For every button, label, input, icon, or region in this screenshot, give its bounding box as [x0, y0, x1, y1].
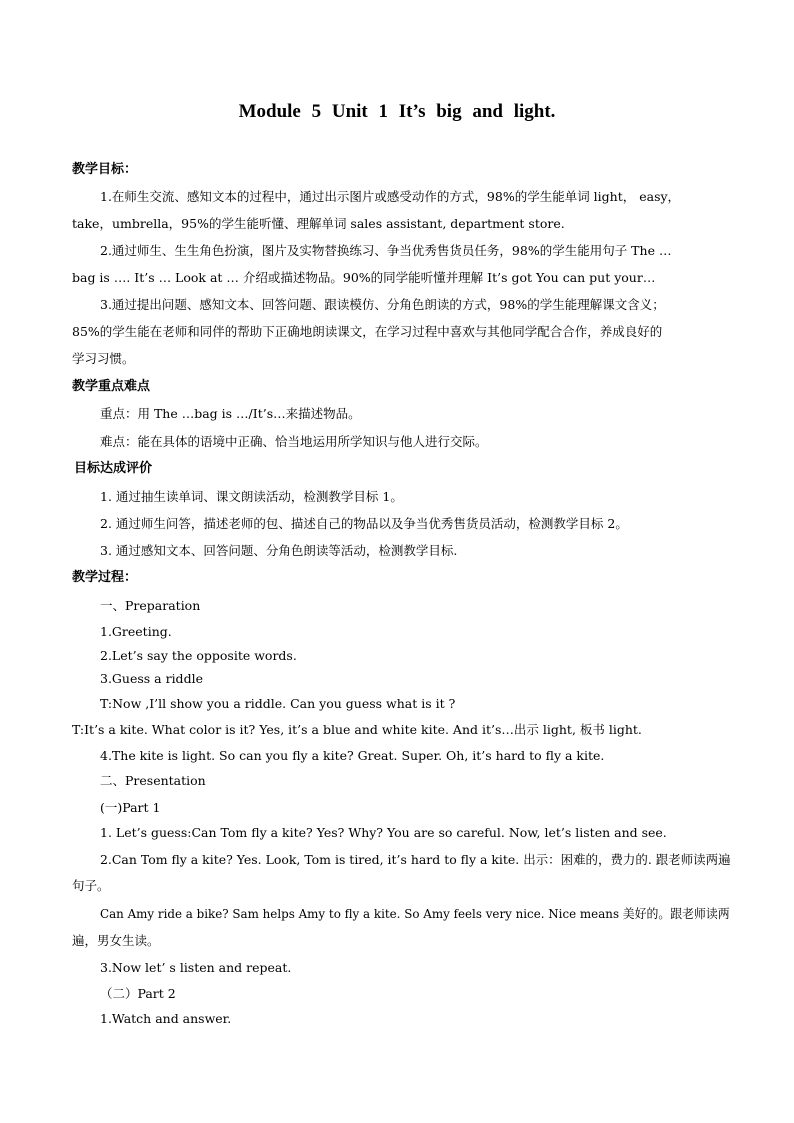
paragraph-line: 3.通过提出问题、感知文本、回答问题、跟读模仿、分角色朗读的方式，98%的学生能理解课文含义； — [100, 297, 665, 312]
section-heading-process: 教学过程： — [72, 570, 138, 585]
page-title: Module 5 Unit 1 It’s big and light. — [238, 101, 556, 122]
section-heading-objectives: 教学目标： — [72, 162, 138, 177]
paragraph-line: 1.在师生交流、感知文本的过程中，通过出示图片或感受动作的方式，98%的学生能单词 light， easy， — [100, 189, 681, 204]
paragraph-line: T:Now ,I’ll show you a riddle. Can you guess what is it ? — [100, 696, 456, 711]
paragraph-line: 句子。 — [72, 878, 110, 893]
paragraph-line: 3.Now let’ s listen and repeat. — [100, 960, 292, 975]
paragraph-line: bag is …. It’s … Look at … 介绍或描述物品。90%的同学能听懂并理解 It’s got You can put your… — [72, 270, 656, 285]
paragraph-line: 1.Greeting. — [100, 624, 172, 639]
paragraph-line: 2.通过师生、生生角色扮演，图片及实物替换练习、争当优秀售货员任务，98%的学生能用句子 The … — [100, 243, 672, 258]
paragraph-line: 1.Watch and answer. — [100, 1011, 232, 1026]
paragraph-line: 学习习惯。 — [72, 351, 135, 366]
paragraph-line: 2. 通过师生问答，描述老师的包、描述自己的物品以及争当优秀售货员活动，检测教学目标 2。 — [100, 516, 628, 531]
section-heading-evaluation: 目标达成评价 — [74, 461, 153, 476]
paragraph-line: 3. 通过感知文本、回答问题、分角色朗读等活动，检测教学目标. — [100, 543, 458, 558]
paragraph-line: (一)Part 1 — [100, 800, 161, 815]
section-heading-key-points: 教学重点难点 — [72, 379, 151, 394]
paragraph-line: 1. 通过抽生读单词、课文朗读活动，检测教学目标 1。 — [100, 489, 403, 504]
paragraph-line: take，umbrella，95%的学生能听懂、理解单词 sales assistant, department store. — [72, 216, 565, 231]
paragraph-line: 二、Presentation — [100, 773, 206, 788]
paragraph-line: Can Amy ride a bike? Sam helps Amy to fly a kite. So Amy feels very nice. Nice means 美好的。跟老师读两 — [100, 906, 730, 921]
paragraph-line: T:It’s a kite. What color is it? Yes, it’s a blue and white kite. And it’s…出示 light, 板书 light. — [72, 722, 642, 737]
paragraph-line: 2.Let’s say the opposite words. — [100, 648, 297, 663]
paragraph-line: 难点：能在具体的语境中正确、恰当地运用所学知识与他人进行交际。 — [100, 434, 488, 449]
paragraph-line: 85%的学生能在老师和同伴的帮助下正确地朗读课文，在学习过程中喜欢与其他同学配合合作，养成良好的 — [72, 324, 663, 339]
paragraph-line: 4.The kite is light. So can you fly a kite? Great. Super. Oh, it’s hard to fly a kite. — [100, 748, 605, 763]
paragraph-line: 3.Guess a riddle — [100, 671, 203, 686]
paragraph-line: 一、Preparation — [100, 598, 201, 613]
paragraph-line: 遍，男女生读。 — [72, 933, 160, 948]
paragraph-line: 2.Can Tom fly a kite? Yes. Look, Tom is tired, it’s hard to fly a kite. 出示：困难的，费力的. 跟老师读两遍 — [100, 852, 731, 867]
paragraph-line: 1. Let’s guess:Can Tom fly a kite? Yes? Why? You are so careful. Now, let’s listen and see. — [100, 825, 667, 840]
paragraph-line: 重点：用 The …bag is …/It’s…来描述物品。 — [100, 406, 361, 421]
paragraph-line: （二）Part 2 — [100, 986, 176, 1001]
